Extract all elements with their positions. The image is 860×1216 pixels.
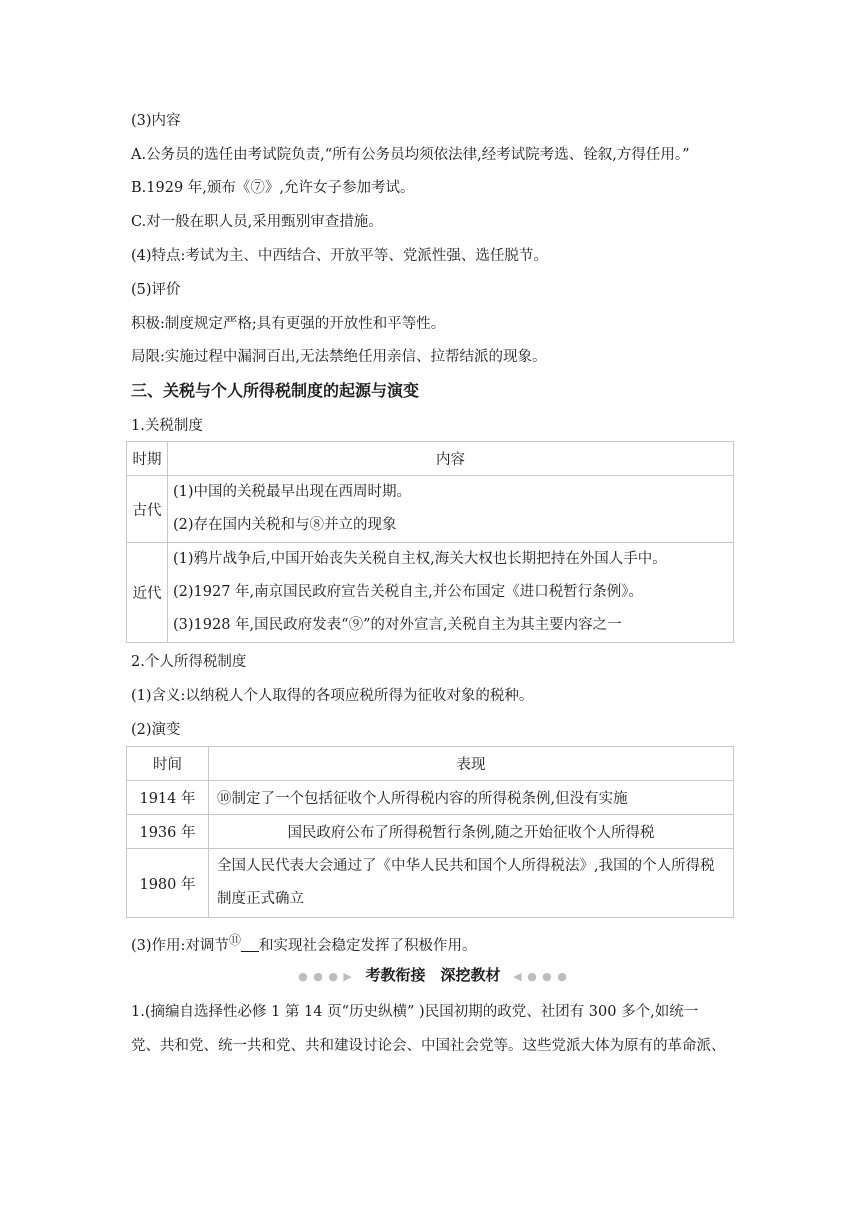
ancient-item-1: (1)中国的关税最早出现在西周时期。: [173, 484, 412, 500]
table-row-ancient: [127, 476, 734, 543]
income-tax-table: [126, 746, 734, 918]
effect-number: ⑪: [228, 933, 241, 947]
customs-table: [126, 441, 734, 643]
header-content: 内容: [168, 442, 734, 476]
section-banner: [131, 964, 735, 986]
period-modern: 近代: [127, 543, 168, 643]
item-positive: 积极:制度规定严格;具有更强的开放性和平等性。: [131, 316, 446, 332]
header-period: 时期: [127, 442, 168, 476]
modern-item-1: (1)鸦片战争后,中国开始丧失关税自主权,海关大权也长期把持在外国人手中。: [173, 551, 667, 567]
banner-right-decoration: ◀ ● ● ●: [513, 970, 568, 983]
header-time: 时间: [127, 747, 209, 781]
item-features: (4)特点:考试为主、中西结合、开放平等、党派性强、选任脱节。: [131, 248, 548, 264]
income-tax-evolution: (2)演变: [131, 722, 181, 738]
modern-item-2: (2)1927 年,南京国民政府宣告关税自主,并公布国定《进口税暂行条例》。: [173, 584, 644, 600]
section-heading-3: 三、关税与个人所得税制度的起源与演变: [131, 381, 420, 400]
ancient-item-2: (2)存在国内关税和与⑧并立的现象: [173, 517, 397, 533]
paragraph-line-1: 1.(摘编自选择性必修 1 第 14 页“历史纵横” )民国初期的政党、社团有 300 多个,如统一: [131, 1004, 699, 1020]
banner-title: 考教衔接 深挖教材: [365, 966, 501, 984]
table-row: [127, 849, 734, 918]
table-row: [127, 815, 734, 849]
item-content-heading: (3)内容: [131, 113, 181, 129]
performance-cell: ⑩制定了一个包括征收个人所得税内容的所得税条例,但没有实施: [209, 781, 734, 815]
table-row: [127, 781, 734, 815]
banner-left-decoration: ● ● ● ▶: [298, 970, 353, 983]
blank-underline: [241, 937, 259, 952]
table-header-row: [127, 747, 734, 781]
effect-suffix: 和实现社会稳定发挥了积极作用。: [258, 937, 477, 954]
period-ancient: 古代: [127, 476, 168, 543]
table-row-modern: [127, 543, 734, 643]
paragraph-line-2: 党、共和党、统一共和党、共和建设讨论会、中国社会党等。这些党派大体为原有的革命派、: [131, 1038, 726, 1054]
table-header-row: [127, 442, 734, 476]
sub-heading-customs: 1.关税制度: [131, 418, 203, 434]
time-cell: 1914 年: [127, 781, 209, 815]
performance-cell: 国民政府公布了所得税暂行条例,随之开始征收个人所得税: [209, 815, 734, 849]
income-tax-effect: [131, 930, 476, 956]
item-limitation: 局限:实施过程中漏洞百出,无法禁绝任用亲信、拉帮结派的现象。: [131, 349, 547, 365]
header-performance: 表现: [209, 747, 734, 781]
item-a: A.公务员的选任由考试院负责,“所有公务员均须依法律,经考试院考选、铨叙,方得任用。”: [131, 147, 690, 163]
time-cell: 1936 年: [127, 815, 209, 849]
item-evaluation: (5)评价: [131, 282, 181, 298]
effect-prefix: (3)作用:对调节: [131, 937, 229, 954]
sub-heading-income-tax: 2.个人所得税制度: [131, 654, 247, 670]
item-c: C.对一般在职人员,采用甄别审查措施。: [131, 214, 383, 230]
time-cell: 1980 年: [127, 849, 209, 918]
modern-item-3: (3)1928 年,国民政府发表“⑨”的对外宣言,关税自主为其主要内容之一: [173, 617, 622, 633]
item-b: B.1929 年,颁布《⑦》,允许女子参加考试。: [131, 180, 415, 196]
income-tax-definition: (1)含义:以纳税人个人取得的各项应税所得为征收对象的税种。: [131, 688, 534, 704]
performance-cell: 全国人民代表大会通过了《中华人民共和国个人所得税法》,我国的个人所得税制度正式确立: [209, 849, 734, 918]
